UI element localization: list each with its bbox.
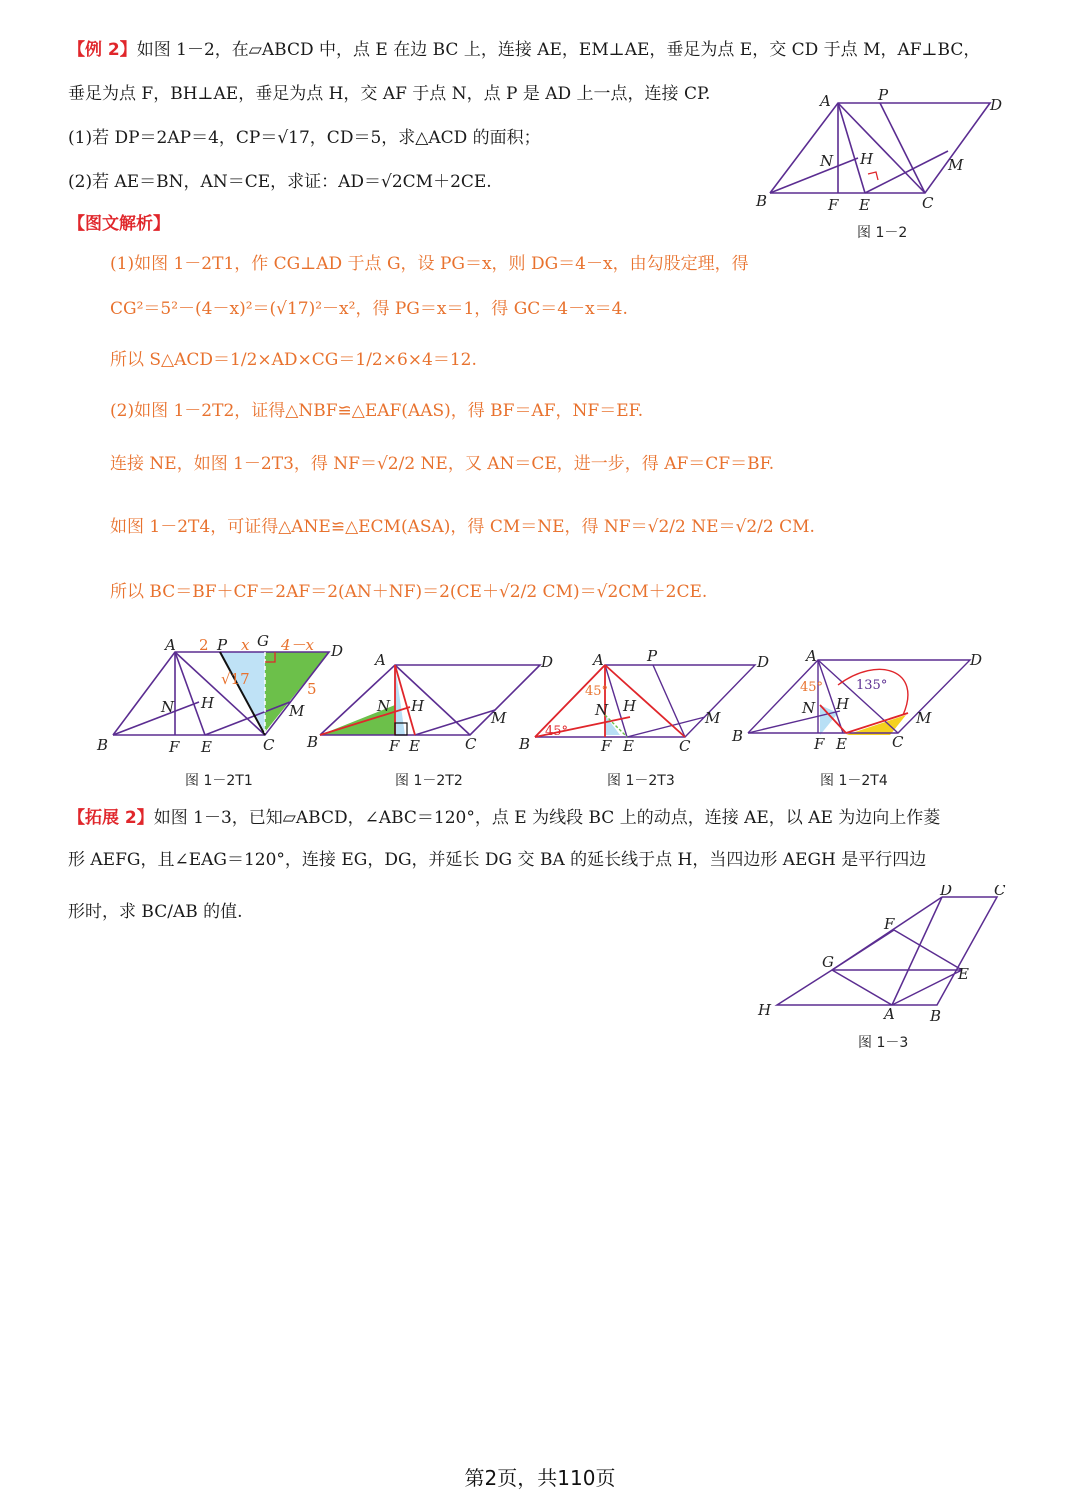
fig12-label-M: M bbox=[948, 156, 964, 174]
extension-line-1 bbox=[68, 806, 940, 830]
t3-label-P: P bbox=[647, 647, 658, 665]
analysis-step-2: CG²＝5²－(4－x)²＝(√17)²－x²，得 PG＝x＝1，得 GC＝4－x＝4. bbox=[110, 299, 628, 319]
t3-label-B: B bbox=[519, 735, 531, 753]
t2-label-A: A bbox=[375, 651, 386, 669]
t4-label-M: M bbox=[916, 709, 932, 727]
t3-label-M: M bbox=[705, 709, 721, 727]
analysis-step-4: (2)如图 1－2T2，证得△NBF≌△EAF(AAS)，得 BF＝AF，NF＝EF. bbox=[110, 401, 644, 421]
fig13-label-B: B bbox=[930, 1007, 942, 1025]
fig12-caption: 图 1－2 bbox=[857, 225, 908, 241]
t1-label-sqrt17: √17 bbox=[221, 670, 250, 688]
fig12-label-C: C bbox=[922, 194, 934, 212]
figure-1-2 bbox=[750, 88, 1010, 216]
t2-label-M: M bbox=[491, 709, 507, 727]
t2-label-C: C bbox=[465, 735, 477, 753]
t1-label-5: 5 bbox=[307, 680, 317, 698]
t3-label-A: A bbox=[593, 651, 604, 669]
t1-label-2: 2 bbox=[199, 636, 209, 654]
t1-label-A: A bbox=[165, 636, 176, 654]
fig13-label-E: E bbox=[958, 965, 969, 983]
t4-label-A: A bbox=[806, 647, 817, 665]
example-line-2: 垂足为点 F，BH⊥AE，垂足为点 H，交 AF 于点 N，点 P 是 AD 上一点，连接 CP. bbox=[68, 84, 711, 104]
fig13-caption: 图 1－3 bbox=[858, 1035, 909, 1051]
fig13-label-F: F bbox=[884, 915, 895, 933]
fig12-label-H: H bbox=[860, 150, 874, 168]
fig13-label-D: D bbox=[940, 885, 953, 899]
t1-label-E: E bbox=[201, 738, 212, 756]
t2-label-H: H bbox=[411, 697, 425, 715]
analysis-step-5: 连接 NE，如图 1－2T3，得 NF＝√2/2 NE，又 AN＝CE，进一步，得 AF＝CF＝BF. bbox=[110, 454, 775, 474]
t1-label-G: G bbox=[257, 632, 269, 650]
t2-label-F: F bbox=[389, 737, 400, 755]
analysis-step-6: 如图 1－2T4，可证得△ANE≌△ECM(ASA)，得 CM＝NE，得 NF＝√2/2 NE＝√2/2 CM. bbox=[110, 517, 815, 537]
t1-label-x: x bbox=[241, 636, 250, 654]
t1-label-H: H bbox=[201, 694, 215, 712]
t2-label-B: B bbox=[307, 733, 319, 751]
example-line-1 bbox=[68, 38, 980, 62]
t4-label-H: H bbox=[836, 695, 850, 713]
fig13-label-G: G bbox=[822, 953, 834, 971]
t4-label-B: B bbox=[732, 727, 744, 745]
t1-label-M: M bbox=[289, 702, 305, 720]
example-question-1: (1)若 DP＝2AP＝4，CP＝√17，CD＝5，求△ACD 的面积； bbox=[68, 128, 541, 148]
t2-label-D: D bbox=[541, 653, 554, 671]
t1-label-C: C bbox=[263, 736, 275, 754]
t3-label-45b: 45° bbox=[545, 724, 569, 739]
t2-label-E: E bbox=[409, 737, 420, 755]
t1-label-N: N bbox=[161, 698, 175, 716]
t3-caption: 图 1－2T3 bbox=[607, 773, 675, 789]
fig12-label-E: E bbox=[859, 196, 870, 214]
t4-label-N: N bbox=[802, 699, 816, 717]
t4-label-C: C bbox=[892, 733, 904, 751]
t1-label-D: D bbox=[331, 642, 344, 660]
t4-label-45: 45° bbox=[800, 680, 824, 695]
analysis-step-7: 所以 BC＝BF＋CF＝2AF＝2(AN＋NF)＝2(CE＋√2/2 CM)＝√2CM＋2CE. bbox=[110, 582, 708, 602]
fig12-label-B: B bbox=[756, 192, 768, 210]
t4-label-D: D bbox=[970, 651, 983, 669]
t3-label-C: C bbox=[679, 737, 691, 755]
figure-1-3 bbox=[752, 885, 1022, 1025]
page-footer: 第2页，共110页 bbox=[464, 1466, 616, 1490]
example-question-2: (2)若 AE＝BN，AN＝CE，求证：AD＝√2CM＋2CE. bbox=[68, 172, 492, 192]
analysis-tag: 【图文解析】 bbox=[68, 214, 170, 234]
t2-caption: 图 1－2T2 bbox=[395, 773, 463, 789]
t1-caption: 图 1－2T1 bbox=[185, 773, 253, 789]
extension-line-2: 形 AEFG，且∠EAG＝120°，连接 EG，DG，并延长 DG 交 BA 的延长线于点 H，当四边形 AEGH 是平行四边 bbox=[68, 850, 927, 870]
t1-label-P: P bbox=[217, 636, 228, 654]
t3-label-D: D bbox=[757, 653, 770, 671]
t4-label-135: 135° bbox=[856, 678, 888, 693]
t3-label-F: F bbox=[601, 737, 612, 755]
fig13-label-C: C bbox=[994, 885, 1006, 899]
t1-label-F: F bbox=[169, 738, 180, 756]
fig12-label-D: D bbox=[990, 96, 1003, 114]
fig12-label-P: P bbox=[878, 88, 889, 104]
fig12-label-N: N bbox=[820, 152, 834, 170]
t2-label-N: N bbox=[377, 697, 391, 715]
fig12-label-A: A bbox=[820, 92, 831, 110]
extension-tag: 【拓展 2】 bbox=[68, 808, 154, 828]
t1-label-B: B bbox=[97, 736, 109, 754]
analysis-step-3: 所以 S△ACD＝1/2×AD×CG＝1/2×6×4＝12. bbox=[110, 350, 477, 370]
t3-label-N: N bbox=[595, 701, 609, 719]
fig13-label-H: H bbox=[758, 1001, 772, 1019]
fig13-label-A: A bbox=[884, 1005, 895, 1023]
t4-label-E: E bbox=[836, 735, 847, 753]
figure-1-2T4 bbox=[728, 645, 988, 757]
example-tag: 【例 2】 bbox=[68, 40, 137, 60]
t3-label-H: H bbox=[623, 697, 637, 715]
t3-label-E: E bbox=[623, 737, 634, 755]
example-text-1: 如图 1－2，在▱ABCD 中，点 E 在边 BC 上，连接 AE，EM⊥AE，垂足为点 E，交 CD 于点 M，AF⊥BC， bbox=[136, 40, 981, 60]
t1-label-4-x: 4－x bbox=[281, 636, 315, 654]
fig12-label-F: F bbox=[828, 196, 839, 214]
t4-caption: 图 1－2T4 bbox=[820, 773, 888, 789]
t3-label-45a: 45° bbox=[585, 684, 609, 699]
t4-label-F: F bbox=[814, 735, 825, 753]
analysis-step-1: (1)如图 1－2T1，作 CG⊥AD 于点 G，设 PG＝x，则 DG＝4－x，由勾股定理，得 bbox=[110, 254, 749, 274]
extension-text-1: 如图 1－3，已知▱ABCD，∠ABC＝120°，点 E 为线段 BC 上的动点，连接 AE，以 AE 为边向上作菱 bbox=[153, 808, 941, 828]
extension-line-3: 形时，求 BC/AB 的值. bbox=[68, 902, 243, 922]
